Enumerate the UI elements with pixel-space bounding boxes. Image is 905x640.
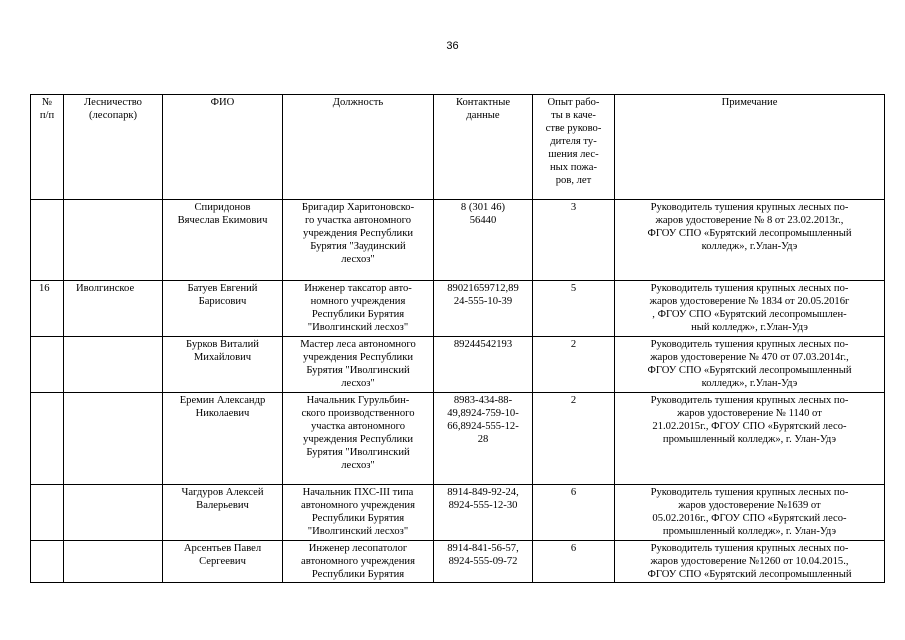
row-full-name: Чагдуров Алексей Валерьевич: [163, 485, 283, 541]
table-row: [31, 485, 885, 541]
row-position: Инженер лесопатолог автономного учреждения Республики Бурятия: [283, 541, 434, 583]
row-experience: 6: [533, 541, 615, 583]
forest-fire-managers-table: [30, 94, 885, 583]
row-forestry: [64, 485, 163, 541]
table-row: [31, 281, 885, 337]
table-body: [31, 200, 885, 583]
row-position: Бригадир Харитоновско- го участка автономного учреждения Республики Бурятия "Заудинский лесхоз": [283, 200, 434, 281]
row-contacts: 89021659712,89 24-555-10-39: [434, 281, 533, 337]
row-forestry: [64, 337, 163, 393]
row-position: Начальник Гурульбин- ского производственного участка автономного учреждения Республики Бурятия "Иволгинский лесхоз": [283, 393, 434, 485]
header-num: № п/п: [31, 95, 64, 200]
row-experience: 2: [533, 393, 615, 485]
row-experience: 3: [533, 200, 615, 281]
row-full-name: Бурков Виталий Михайлович: [163, 337, 283, 393]
row-number: [31, 393, 64, 485]
row-contacts: 8914-849-92-24, 8924-555-12-30: [434, 485, 533, 541]
table-row: [31, 541, 885, 583]
row-contacts: 8914-841-56-57, 8924-555-09-72: [434, 541, 533, 583]
row-forestry: [64, 200, 163, 281]
row-note: Руководитель тушения крупных лесных по- жаров удостоверение №1260 от 10.04.2015., ФГОУ СПО «Бурятский лесопромышленный: [615, 541, 885, 583]
row-number: [31, 200, 64, 281]
header-name: ФИО: [163, 95, 283, 200]
row-position: Мастер леса автономного учреждения Республики Бурятия "Иволгинский лесхоз": [283, 337, 434, 393]
table-row: [31, 337, 885, 393]
row-note: Руководитель тушения крупных лесных по- жаров удостоверение № 470 от 07.03.2014г., ФГОУ СПО «Бурятский лесопромышленный колледж», г.Улан-Удэ: [615, 337, 885, 393]
row-note: Руководитель тушения крупных лесных по- жаров удостоверение № 8 от 23.02.2013г., ФГОУ СПО «Бурятский лесопромышленный колледж», г.Улан-Удэ: [615, 200, 885, 281]
row-position: Инженер таксатор авто- номного учреждения Республики Бурятия "Иволгинский лесхоз": [283, 281, 434, 337]
row-contacts: 8 (301 46) 56440: [434, 200, 533, 281]
row-note: Руководитель тушения крупных лесных по- жаров удостоверение № 1140 от 21.02.2015г., ФГОУ СПО «Бурятский лесо- промышленный колледж», г. Улан-Удэ: [615, 393, 885, 485]
row-forestry: [64, 541, 163, 583]
row-experience: 5: [533, 281, 615, 337]
header-contacts: Контактные данные: [434, 95, 533, 200]
row-experience: 6: [533, 485, 615, 541]
row-full-name: Арсентьев Павел Сергеевич: [163, 541, 283, 583]
row-experience: 2: [533, 337, 615, 393]
row-number: [31, 337, 64, 393]
row-contacts: 89244542193: [434, 337, 533, 393]
row-forestry: [64, 393, 163, 485]
header-experience: Опыт рабо- ты в каче- стве руково- дителя ту- шения лес- ных пожа- ров, лет: [533, 95, 615, 200]
table-header-row: [31, 95, 885, 200]
row-note: Руководитель тушения крупных лесных по- жаров удостоверение № 1834 от 20.05.2016г , ФГОУ СПО «Бурятский лесопромышлен- ный колледж», г.Улан-Удэ: [615, 281, 885, 337]
row-full-name: Еремин Александр Николаевич: [163, 393, 283, 485]
page-number: 36: [446, 40, 459, 52]
row-contacts: 8983-434-88- 49,8924-759-10- 66,8924-555-12- 28: [434, 393, 533, 485]
table-row: [31, 200, 885, 281]
header-note: Примечание: [615, 95, 885, 200]
row-position: Начальник ПХС-III типа автономного учреждения Республики Бурятия "Иволгинский лесхоз": [283, 485, 434, 541]
table-row: [31, 393, 885, 485]
row-number: 16: [31, 281, 64, 337]
row-number: [31, 541, 64, 583]
row-note: Руководитель тушения крупных лесных по- жаров удостоверение №1639 от 05.02.2016г., ФГОУ СПО «Бурятский лесо- промышленный колледж», г. Улан-Удэ: [615, 485, 885, 541]
header-forestry: Лесничество (лесопарк): [64, 95, 163, 200]
row-full-name: Спиридонов Вячеслав Екимович: [163, 200, 283, 281]
row-number: [31, 485, 64, 541]
header-position: Должность: [283, 95, 434, 200]
row-full-name: Батуев Евгений Барисович: [163, 281, 283, 337]
row-forestry: Иволгинское: [64, 281, 163, 337]
